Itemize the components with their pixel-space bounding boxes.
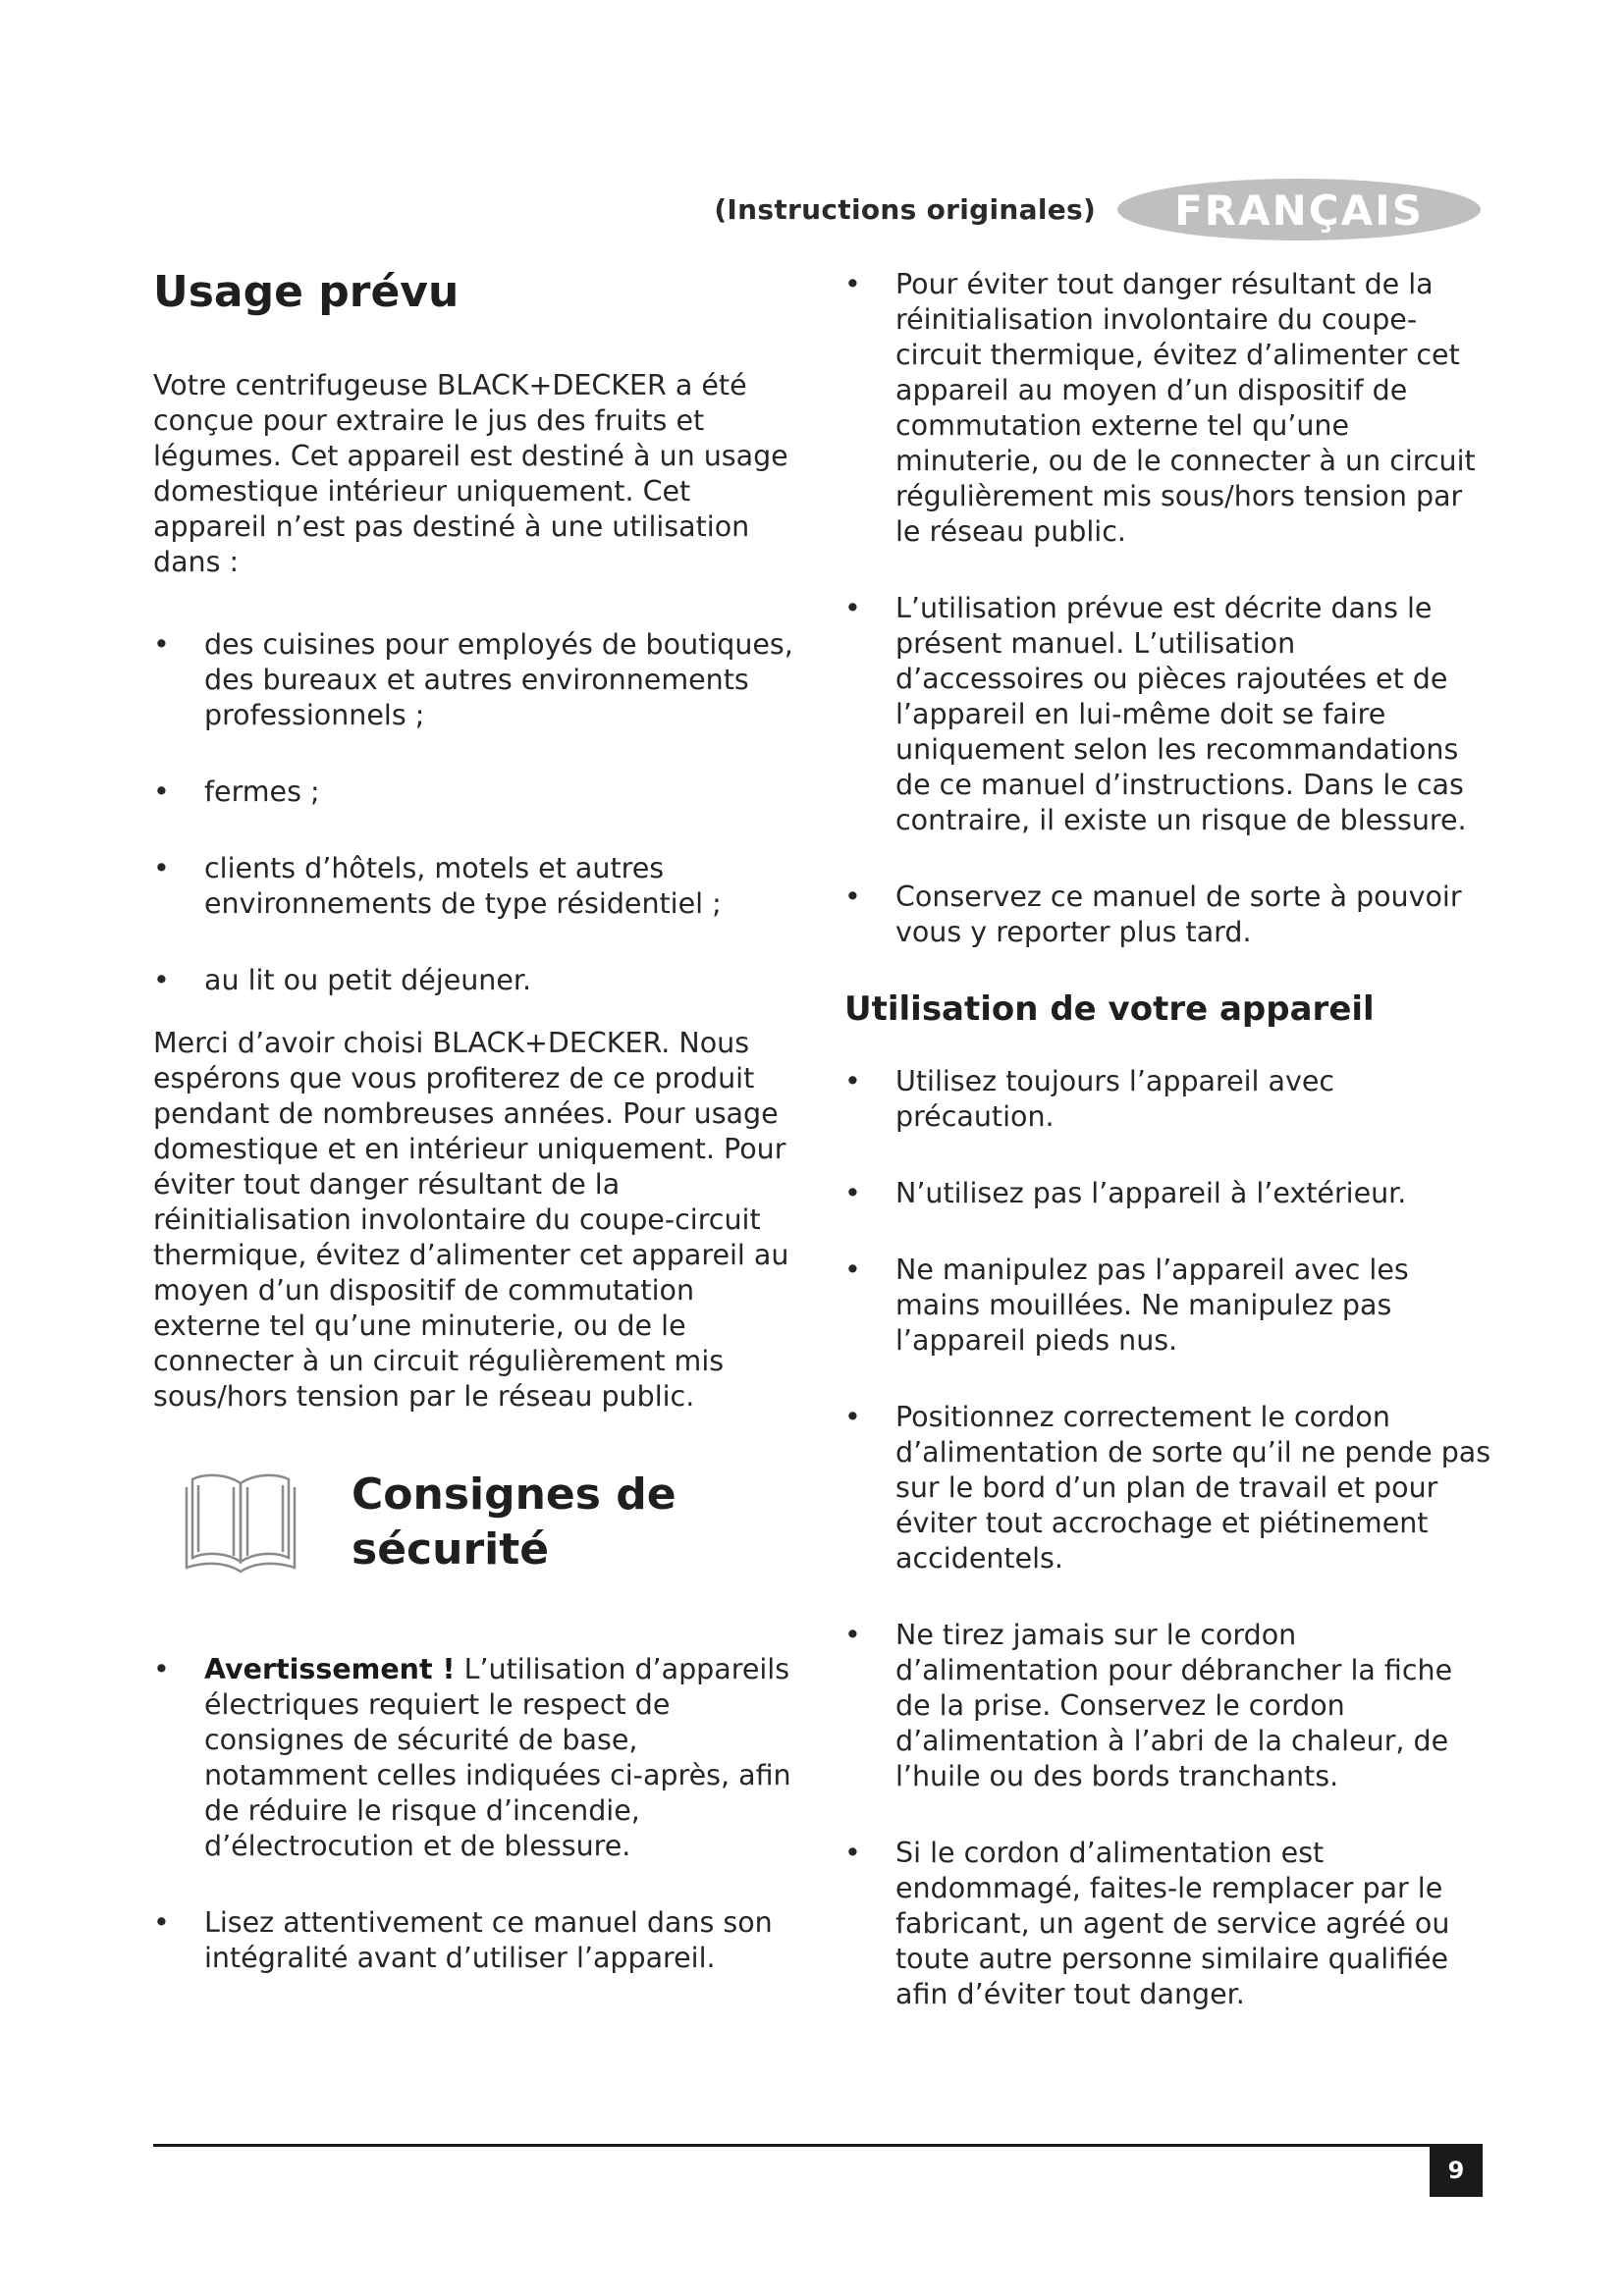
left-column (153, 263, 796, 2017)
list-item: • Utilisez toujours l’appareil avec précaution. (844, 1064, 1492, 1135)
list-item: • Lisez attentivement ce manuel dans son intégralité avant d’utiliser l’appareil. (153, 1905, 796, 1976)
safety-heading-block (183, 1468, 796, 1577)
section-title-intended-use: Usage prévu (153, 267, 460, 317)
exclusion-list (153, 627, 796, 998)
list-item: • Ne manipulez pas l’appareil avec les mains mouillées. Ne manipulez pas l’appareil pieds nus. (844, 1253, 1492, 1359)
list-item: • N’utilisez pas l’appareil à l’extérieur. (844, 1176, 1492, 1211)
list-item: • Ne tirez jamais sur le cordon d’alimentation pour débrancher la fiche de la prise. Conservez le cordon d’alimentation à l’abri de la chaleur, de l’huile ou des bords tranchants. (844, 1618, 1492, 1794)
safety-list-continued (844, 267, 1492, 950)
usage-list (844, 1064, 1492, 2012)
right-column (844, 267, 1492, 2054)
list-item: • fermes ; (153, 774, 796, 810)
page-header (714, 179, 1481, 240)
thanks-paragraph: Merci d’avoir choisi BLACK+DECKER. Nous espérons que vous profiterez de ce produit pendant de nombreuses années. Pour usage domestique et en intérieur uniquement. Pour éviter tout danger résultant de la réinitialisation involontaire du coupe-circuit thermique, évitez d’alimenter cet appareil au moyen d’un dispositif de commutation externe tel qu’une minuterie, ou de le connecter à un circuit régulièrement mis sous/hors tension par le réseau public. (153, 1027, 789, 1413)
language-badge: FRANÇAIS (1117, 179, 1481, 240)
list-item: • Conservez ce manuel de sorte à pouvoir vous y reporter plus tard. (844, 880, 1492, 950)
list-item (153, 1652, 796, 1864)
intro-paragraph: Votre centrifugeuse BLACK+DECKER a été conçue pour extraire le jus des fruits et légumes. Cet appareil est destiné à un usage domestique intérieur uniquement. Cet appareil n’est pas destiné à une utilisation dans : (153, 369, 788, 578)
list-item: • au lit ou petit déjeuner. (153, 963, 796, 998)
section-title-usage: Utilisation de votre appareil (844, 989, 1375, 1029)
page-number: 9 (1430, 2144, 1483, 2197)
section-title-safety (352, 1468, 677, 1577)
list-item: • Positionnez correctement le cordon d’alimentation de sorte qu’il ne pende pas sur le bord d’un plan de travail et pour éviter tout accrochage et piétinement accidentels. (844, 1400, 1492, 1576)
list-item: • clients d’hôtels, motels et autres environnements de type résidentiel ; (153, 851, 796, 922)
safety-title-line1: Consignes de (352, 1469, 677, 1520)
footer-rule (153, 2144, 1430, 2147)
warning-text: L’utilisation d’appareils électriques requiert le respect de consignes de sécurité de base, notamment celles indiquées ci-après, afin de réduire le risque d’incendie, d’électrocution et de blessure. (204, 1653, 791, 1862)
safety-title-line2: sécurité (352, 1524, 550, 1575)
open-book-icon (183, 1469, 298, 1575)
list-item: • Si le cordon d’alimentation est endommagé, faites-le remplacer par le fabricant, un agent de service agréé ou toute autre personne similaire qualifiée afin d’éviter tout danger. (844, 1836, 1492, 2012)
header-note: (Instructions originales) (714, 193, 1097, 226)
list-item: • L’utilisation prévue est décrite dans le présent manuel. L’utilisation d’accessoires ou pièces rajoutées et de l’appareil en lui-même doit se faire uniquement selon les recommandations de ce manuel d’instructions. Dans le cas contraire, il existe un risque de blessure. (844, 591, 1492, 838)
list-item: • des cuisines pour employés de boutiques, des bureaux et autres environnements professionnels ; (153, 627, 796, 733)
warning-label: Avertissement ! (204, 1653, 456, 1685)
list-item: • Pour éviter tout danger résultant de la réinitialisation involontaire du coupe-circuit thermique, évitez d’alimenter cet appareil au moyen d’un dispositif de commutation externe tel qu’une minuterie, ou de le connecter à un circuit régulièrement mis sous/hors tension par le réseau public. (844, 267, 1492, 550)
safety-list (153, 1652, 796, 1976)
